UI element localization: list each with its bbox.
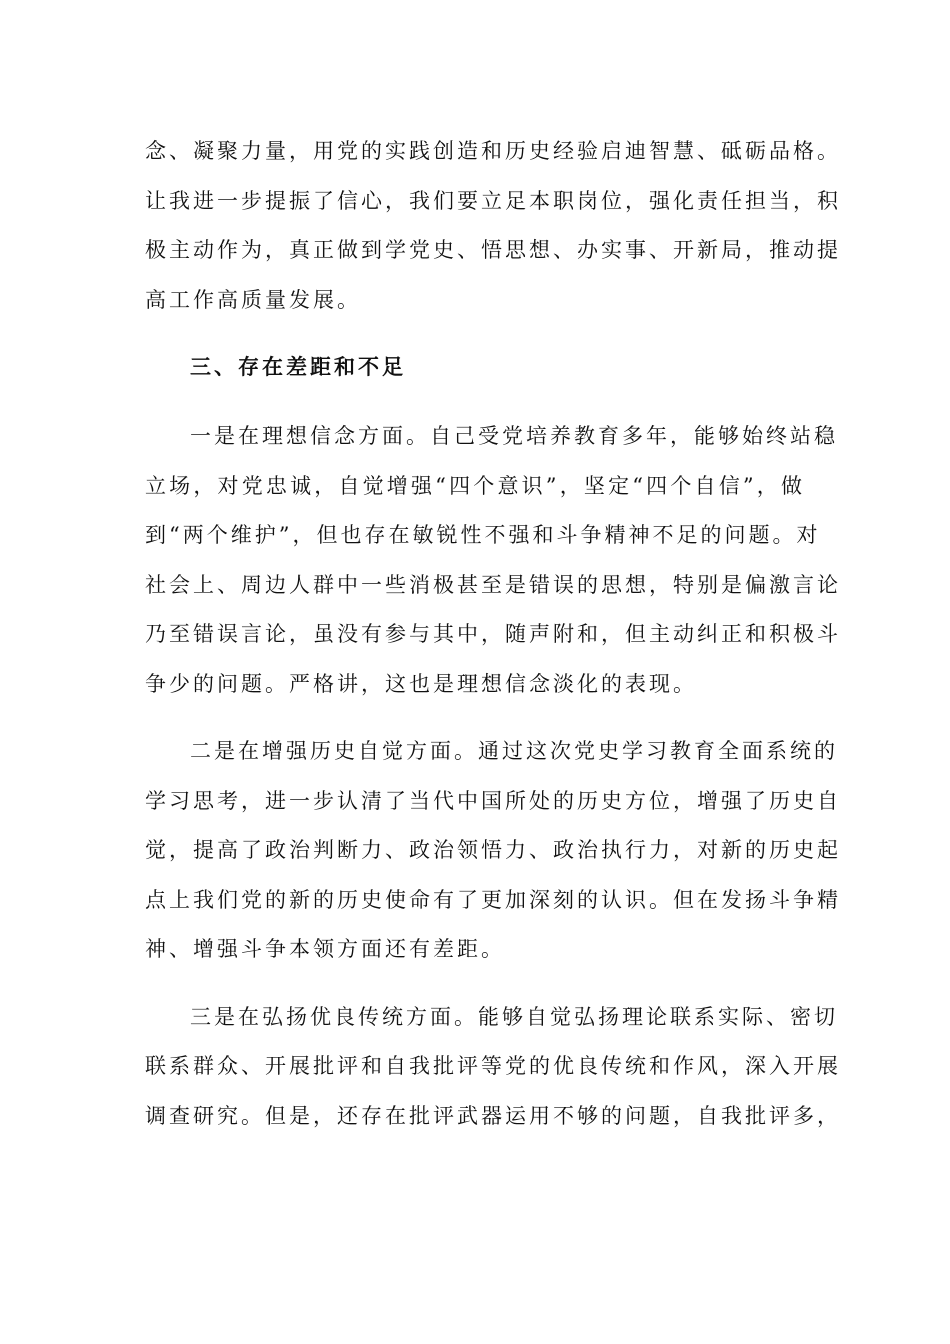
paragraph-2-line-3: 到“两个维护”，但也存在敏锐性不强和斗争精神不足的问题。对 xyxy=(145,523,821,547)
paragraph-3-line-5: 神、增强斗争本领方面还有差距。 xyxy=(145,937,505,961)
paragraph-2-line-6: 争少的问题。严格讲，这也是理想信念淡化的表现。 xyxy=(145,672,697,696)
paragraph-2-line-1: 一是在理想信念方面。自己受党培养教育多年，能够始终站稳 xyxy=(190,424,838,448)
paragraph-2-line-5: 乃至错误言论，虽没有参与其中，随声附和，但主动纠正和积极斗 xyxy=(145,622,841,646)
paragraph-1-line-1: 念、凝聚力量，用党的实践创造和历史经验启迪智慧、砥砺品格。 xyxy=(145,139,841,163)
paragraph-4-line-2: 联系群众、开展批评和自我批评等党的优良传统和作风，深入开展 xyxy=(145,1054,841,1078)
paragraph-1-line-3: 极主动作为，真正做到学党史、悟思想、办实事、开新局，推动提 xyxy=(145,238,841,262)
paragraph-3-line-2: 学习思考，进一步认清了当代中国所处的历史方位，增强了历史自 xyxy=(145,789,841,813)
paragraph-2-line-2: 立场，对党忠诚，自觉增强“四个意识”，坚定“四个自信”，做 xyxy=(145,474,805,498)
section-heading: 三、存在差距和不足 xyxy=(190,354,406,379)
paragraph-3-line-1: 二是在增强历史自觉方面。通过这次党史学习教育全面系统的 xyxy=(190,739,838,763)
paragraph-4-line-1: 三是在弘扬优良传统方面。能够自觉弘扬理论联系实际、密切 xyxy=(190,1005,838,1029)
paragraph-4-line-3: 调查研究。但是，还存在批评武器运用不够的问题，自我批评多， xyxy=(145,1104,841,1128)
paragraph-3-line-3: 觉，提高了政治判断力、政治领悟力、政治执行力，对新的历史起 xyxy=(145,838,841,862)
paragraph-1-line-2: 让我进一步提振了信心，我们要立足本职岗位，强化责任担当，积 xyxy=(145,189,841,213)
paragraph-3-line-4: 点上我们党的新的历史使命有了更加深刻的认识。但在发扬斗争精 xyxy=(145,888,841,912)
paragraph-1-line-4: 高工作高质量发展。 xyxy=(145,288,361,312)
paragraph-2-line-4: 社会上、周边人群中一些消极甚至是错误的思想，特别是偏激言论 xyxy=(145,573,841,597)
